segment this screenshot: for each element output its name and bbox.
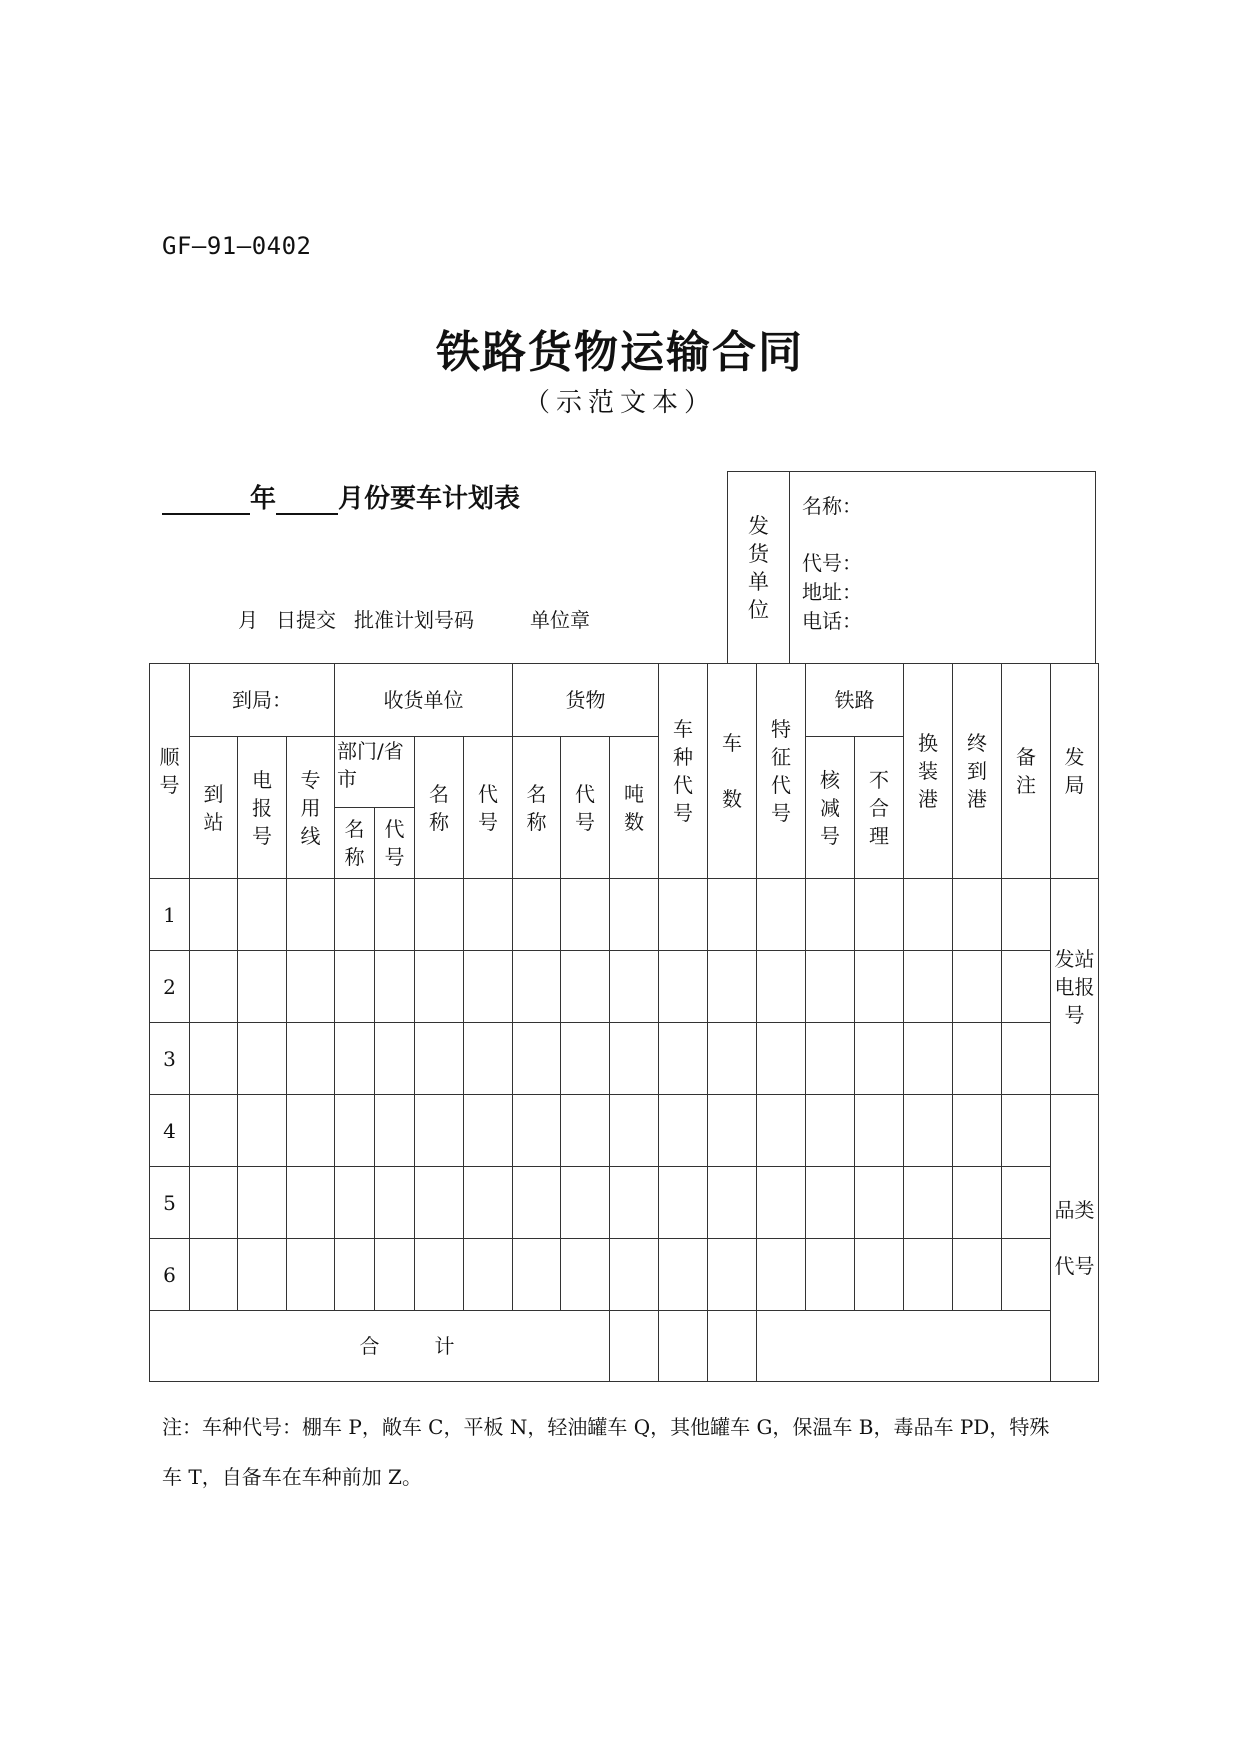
header-cargo-code: 代号 <box>561 737 610 879</box>
month-blank[interactable] <box>276 489 338 515</box>
shipper-name-field[interactable]: 名称： <box>802 494 862 518</box>
shipper-label: 发货单位 <box>728 472 790 663</box>
total-car-count <box>708 1311 757 1382</box>
header-to-station: 到站 <box>190 737 238 879</box>
shipper-code-field[interactable]: 代号： <box>802 551 862 575</box>
row-number: 6 <box>150 1239 190 1311</box>
header-remarks: 备注 <box>1002 664 1051 879</box>
category-label-1: 品类 <box>1054 1198 1095 1222</box>
row-number: 4 <box>150 1095 190 1167</box>
header-car-count: 车数 <box>708 664 757 879</box>
table-row <box>150 951 1099 1023</box>
header-tonnage: 吨数 <box>610 737 659 879</box>
header-check-reduce: 核减号 <box>806 737 855 879</box>
total-rest <box>757 1311 1051 1382</box>
header-car-type-code: 车种代号 <box>659 664 708 879</box>
total-car-type <box>659 1311 708 1382</box>
total-label: 合 计 <box>150 1311 610 1382</box>
submit-month: 月 <box>238 608 258 632</box>
from-station-tel-cell: 发站电报号 <box>1051 879 1099 1095</box>
shipper-fields <box>802 492 862 636</box>
footnote-line-1: 注：车种代号：棚车 P，敞车 C，平板 N，轻油罐车 Q，其他罐车 G，保温车 B，毒品车 PD，特殊 <box>162 1415 1050 1439</box>
plan-title <box>162 478 520 515</box>
category-label-2: 代号 <box>1054 1254 1095 1278</box>
header-consignee: 收货单位 <box>335 664 513 737</box>
header-consignee-name: 名称 <box>415 737 464 879</box>
header-to-bureau: 到局： <box>190 664 335 737</box>
header-consignee-code: 代号 <box>464 737 513 879</box>
document-code: GF—91—0402 <box>162 232 312 260</box>
shipper-box <box>727 471 1096 664</box>
unit-seal-label: 单位章 <box>530 608 590 632</box>
submit-day: 日提交 <box>276 608 336 632</box>
table-row <box>150 1095 1099 1167</box>
table-row <box>150 1167 1099 1239</box>
header-cargo-name: 名称 <box>513 737 561 879</box>
header-seq: 顺号 <box>150 664 190 879</box>
total-tonnage <box>610 1311 659 1382</box>
header-dest-port: 终到港 <box>953 664 1002 879</box>
month-suffix: 月份要车计划表 <box>338 484 521 514</box>
shipper-phone-field[interactable]: 电话： <box>802 609 862 633</box>
year-blank[interactable] <box>162 489 250 515</box>
header-cargo: 货物 <box>513 664 659 737</box>
header-dept-name: 名称 <box>335 808 375 879</box>
header-from-bureau: 发局 <box>1051 664 1099 879</box>
category-code-cell <box>1051 1095 1099 1382</box>
header-unreasonable: 不合理 <box>855 737 904 879</box>
row-number: 2 <box>150 951 190 1023</box>
footnote-line-2: 车 T，自备车在车种前加 Z。 <box>162 1465 422 1489</box>
total-row <box>150 1311 1099 1382</box>
header-dept-province: 部门/省市 <box>335 737 415 808</box>
vehicle-plan-table <box>149 663 1099 1382</box>
year-suffix: 年 <box>250 484 277 514</box>
row-number: 1 <box>150 879 190 951</box>
row-number: 5 <box>150 1167 190 1239</box>
document-title: 铁路货物运输合同 <box>436 327 804 378</box>
header-feature-code: 特征代号 <box>757 664 806 879</box>
header-dept-code: 代号 <box>375 808 415 879</box>
approval-number-label: 批准计划号码 <box>354 608 474 632</box>
header-tel-code: 电报号 <box>238 737 287 879</box>
footnote <box>162 1402 1092 1502</box>
table-row <box>150 1239 1099 1311</box>
header-transship-port: 换装港 <box>904 664 953 879</box>
row-number: 3 <box>150 1023 190 1095</box>
header-siding: 专用线 <box>287 737 335 879</box>
table-row <box>150 879 1099 951</box>
submit-line <box>238 604 608 633</box>
table-row <box>150 1023 1099 1095</box>
document-subtitle: （示范文本） <box>523 388 716 418</box>
header-railway: 铁路 <box>806 664 904 737</box>
shipper-address-field[interactable]: 地址： <box>802 580 862 604</box>
